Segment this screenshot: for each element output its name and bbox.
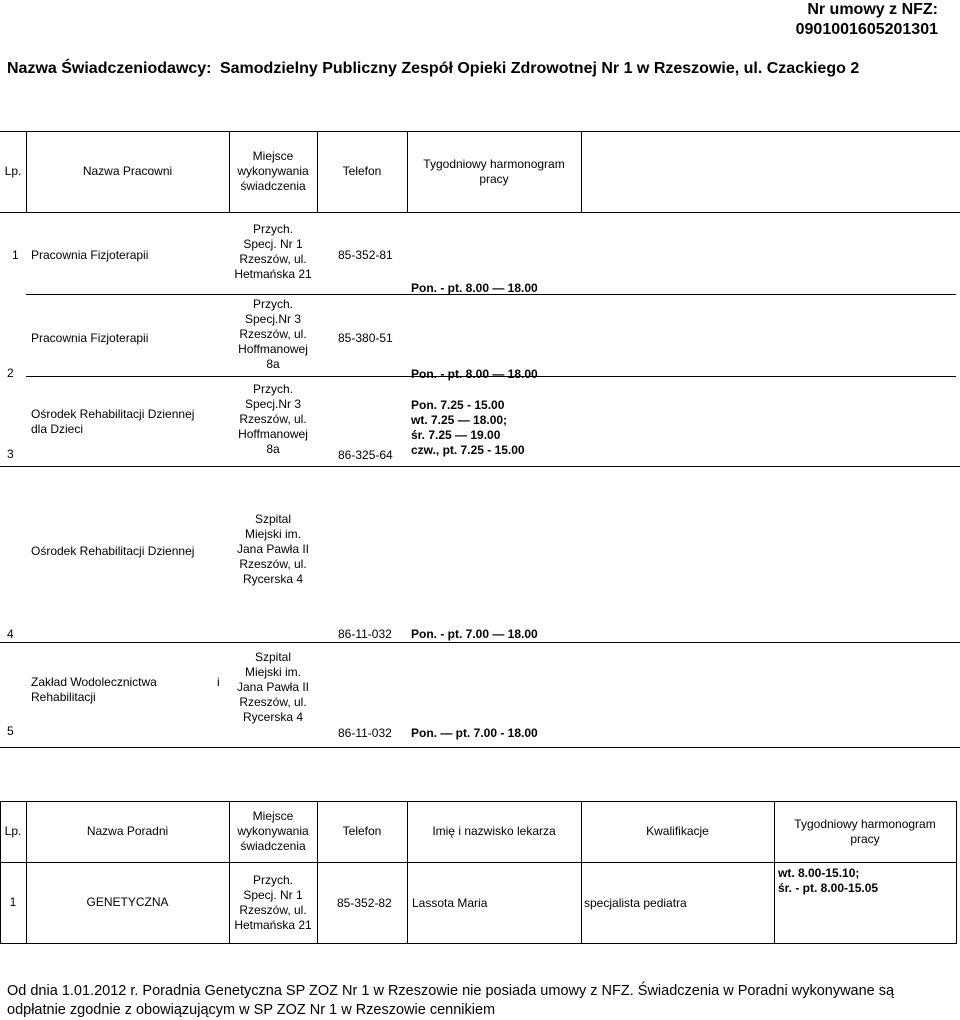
provider-label: Nazwa Świadczeniodawcy: xyxy=(7,60,212,77)
row4-schedule: Pon. - pt. 7.00 — 18.00 xyxy=(411,627,538,641)
row2-lp: 2 xyxy=(7,366,14,380)
footer-note xyxy=(7,982,894,1020)
header2-miejsce: Miejsce wykonywania świadczenia xyxy=(237,809,309,853)
row5-schedule: Pon. — pt. 7.00 - 18.00 xyxy=(411,726,538,740)
provider-line xyxy=(7,60,859,78)
contract-number-block xyxy=(796,0,938,40)
row3-lp: 3 xyxy=(7,447,14,461)
row4-phone: 86-11-032 xyxy=(338,627,392,641)
header-harmonogram: Tygodniowy harmonogram pracy xyxy=(423,156,565,186)
row2-1-name: GENETYCZNA xyxy=(86,895,169,909)
row2-1-qualifications: specjalista pediatra xyxy=(584,896,687,910)
header2-harmonogram: Tygodniowy harmonogram pracy xyxy=(794,816,936,846)
row5-name: Zakład Wodolecznictwa Rehabilitacji xyxy=(31,675,157,704)
row2-1-lp: 1 xyxy=(9,895,17,909)
row1-lp: 1 xyxy=(12,248,19,262)
row4-place: Szpital Miejski im. Jana Pawła II Rzeszów, ul. Rycerska 4 xyxy=(236,512,310,586)
row2-1-phone: 85-352-82 xyxy=(337,896,392,910)
row2-1-place: Przych. Specj. Nr 1 Rzeszów, ul. Hetmańska 21 xyxy=(234,872,312,932)
row1-place: Przych. Specj. Nr 1 Rzeszów, ul. Hetmańska 21 xyxy=(234,222,312,281)
row1-name: Pracownia Fizjoterapii xyxy=(31,248,149,262)
row3-schedule: Pon. 7.25 - 15.00 wt. 7.25 — 18.00; śr. 7.25 — 19.00 czw., pt. 7.25 - 15.00 xyxy=(411,398,525,457)
header-telefon: Telefon xyxy=(342,164,382,178)
header2-telefon: Telefon xyxy=(342,824,382,838)
row3-name: Ośrodek Rehabilitacji Dziennej dla Dzieci xyxy=(31,407,195,436)
row4-name: Ośrodek Rehabilitacji Dziennej xyxy=(31,544,195,558)
header2-lekarz: Imię i nazwisko lekarza xyxy=(432,824,556,838)
row5-lp: 5 xyxy=(7,724,14,738)
row2-schedule: Pon. - pt. 8.00 — 18.00 xyxy=(411,367,538,381)
header-lp: Lp. xyxy=(4,164,22,178)
header-nazwa-pracowni: Nazwa Pracowni xyxy=(82,164,173,178)
row2-1-schedule: wt. 8.00-15.10; śr. - pt. 8.00-15.05 xyxy=(778,866,879,895)
header2-lp: Lp. xyxy=(4,824,22,838)
header-miejsce: Miejsce wykonywania świadczenia xyxy=(237,149,309,193)
provider-name: Samodzielny Publiczny Zespół Opieki Zdrowotnej Nr 1 w Rzeszowie, ul. Czackiego 2 xyxy=(219,60,860,77)
row3-phone: 86-325-64 xyxy=(338,448,393,462)
row2-1-doctor: Lassota Maria xyxy=(412,896,488,910)
footer-line-2: odpłatnie zgodnie z obowiązującym w SP ZOZ Nr 1 w Rzeszowie cennikiem xyxy=(7,1002,496,1018)
footer-line-1: Od dnia 1.01.2012 r. Poradnia Genetyczna SP ZOZ Nr 1 w Rzeszowie nie posiada umowy z NFZ. Świadczenia w Poradni wykonywane są xyxy=(7,983,895,999)
header2-nazwa-poradni: Nazwa Poradni xyxy=(86,824,169,838)
row2-name: Pracownia Fizjoterapii xyxy=(31,331,149,345)
row3-place: Przych. Specj.Nr 3 Rzeszów, ul. Hoffmanowej 8a xyxy=(238,382,308,456)
contract-number: 0901001605201301 xyxy=(795,21,938,38)
header2-kwalifikacje: Kwalifikacje xyxy=(646,824,709,838)
row1-schedule: Pon. - pt. 8.00 — 18.00 xyxy=(411,281,538,295)
row5-place: Szpital Miejski im. Jana Pawła II Rzeszów, ul. Rycerska 4 xyxy=(236,650,310,724)
contract-label: Nr umowy z NFZ: xyxy=(807,1,938,18)
row2-place: Przych. Specj.Nr 3 Rzeszów, ul. Hoffmanowej 8a xyxy=(238,297,308,371)
row5-phone: 86-11-032 xyxy=(338,726,392,740)
row4-lp: 4 xyxy=(7,627,14,641)
row2-phone: 85-380-51 xyxy=(338,331,393,345)
row5-name-suffix: i xyxy=(217,675,220,689)
row1-phone: 85-352-81 xyxy=(338,248,393,262)
